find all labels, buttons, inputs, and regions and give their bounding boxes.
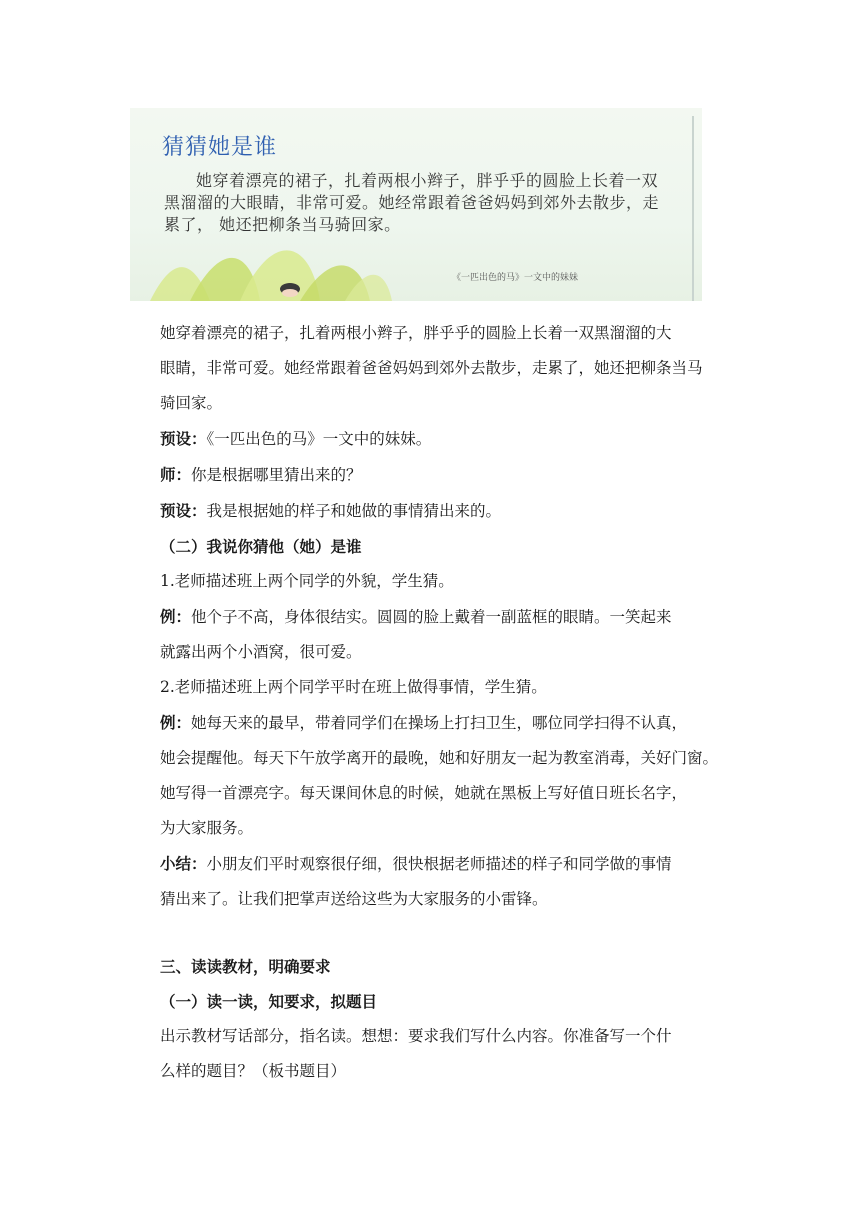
- preset-text: 《一匹出色的马》一文中的妹妹。: [206, 430, 432, 448]
- teacher-text: 你是根据哪里猜出来的？: [191, 466, 362, 484]
- summary-label: 小结：: [160, 854, 207, 873]
- list-item: 1.老师描述班上两个同学的外貌，学生猜。: [160, 572, 454, 590]
- paragraph-line: 骑回家。: [160, 394, 223, 412]
- example-text: 他个子不高，身体很结实。圆圆的脸上戴着一副蓝框的眼睛。一笑起来: [191, 608, 672, 626]
- slide-text: 她穿着漂亮的裙子，扎着两根小辫子，胖乎乎的圆脸上长着一双黑溜溜的大眼睛，非常可爱。她经常跟着爸爸妈妈到郊外去散步，走累了， 她还把柳条当马骑回家。: [164, 171, 660, 234]
- section-heading: （二）我说你猜他（她）是谁: [160, 537, 362, 556]
- example-label: 例：: [160, 713, 192, 732]
- spacer: [160, 917, 736, 949]
- slide-title: 猜猜她是谁: [162, 135, 278, 160]
- subsection-heading: （一）读一读，知要求，拟题目: [160, 992, 378, 1011]
- example-line: [160, 705, 736, 741]
- preset-label: 预设：: [160, 429, 207, 448]
- paragraph-line: 猜出来了。让我们把掌声送给这些为大家服务的小雷锋。: [160, 890, 548, 908]
- paragraph-line: 为大家服务。: [160, 819, 254, 837]
- paragraph-line: 就露出两个小酒窝，很可爱。: [160, 643, 362, 661]
- paragraph-line: 出示教材写话部分，指名读。想想：要求我们写什么内容。你准备写一个什: [160, 1027, 672, 1045]
- document-body: [160, 316, 736, 1089]
- summary-line: [160, 846, 736, 882]
- paragraph-line: 么样的题目？（板书题目）: [160, 1062, 347, 1080]
- preset-text: 我是根据她的样子和她做的事情猜出来的。: [206, 502, 502, 520]
- summary-text: 小朋友们平时观察很仔细，很快根据老师描述的样子和同学做的事情: [206, 855, 672, 873]
- slide-scroll-edge: [692, 116, 694, 301]
- preset-line: [160, 421, 736, 457]
- preset-label: 预设：: [160, 501, 207, 520]
- willow-leaves-illustration: [130, 221, 430, 301]
- paragraph-line: 她会提醒他。每天下午放学离开的最晚，她和好朋友一起为教室消毒，关好门窗。: [160, 749, 719, 767]
- teacher-line: [160, 457, 736, 493]
- slide-caption: 《一匹出色的马》一文中的妹妹: [452, 273, 579, 283]
- example-line: [160, 599, 736, 635]
- section-heading: 三、读读教材，明确要求: [160, 957, 331, 976]
- paragraph-line: 她写得一首漂亮字。每天课间休息的时候，她就在黑板上写好值日班长名字，: [160, 784, 688, 802]
- list-item: 2.老师描述班上两个同学平时在班上做得事情，学生猜。: [160, 678, 547, 696]
- example-label: 例：: [160, 607, 192, 626]
- paragraph-line: 她穿着漂亮的裙子，扎着两根小辫子，胖乎乎的圆脸上长着一双黑溜溜的大: [160, 324, 672, 342]
- teacher-label: 师：: [160, 465, 192, 484]
- example-text: 她每天来的最早，带着同学们在操场上打扫卫生，哪位同学扫得不认真，: [191, 714, 688, 732]
- paragraph-line: 眼睛，非常可爱。她经常跟着爸爸妈妈到郊外去散步，走累了，她还把柳条当马: [160, 359, 703, 377]
- preset-line: [160, 493, 736, 529]
- illustration-slide: [130, 108, 708, 301]
